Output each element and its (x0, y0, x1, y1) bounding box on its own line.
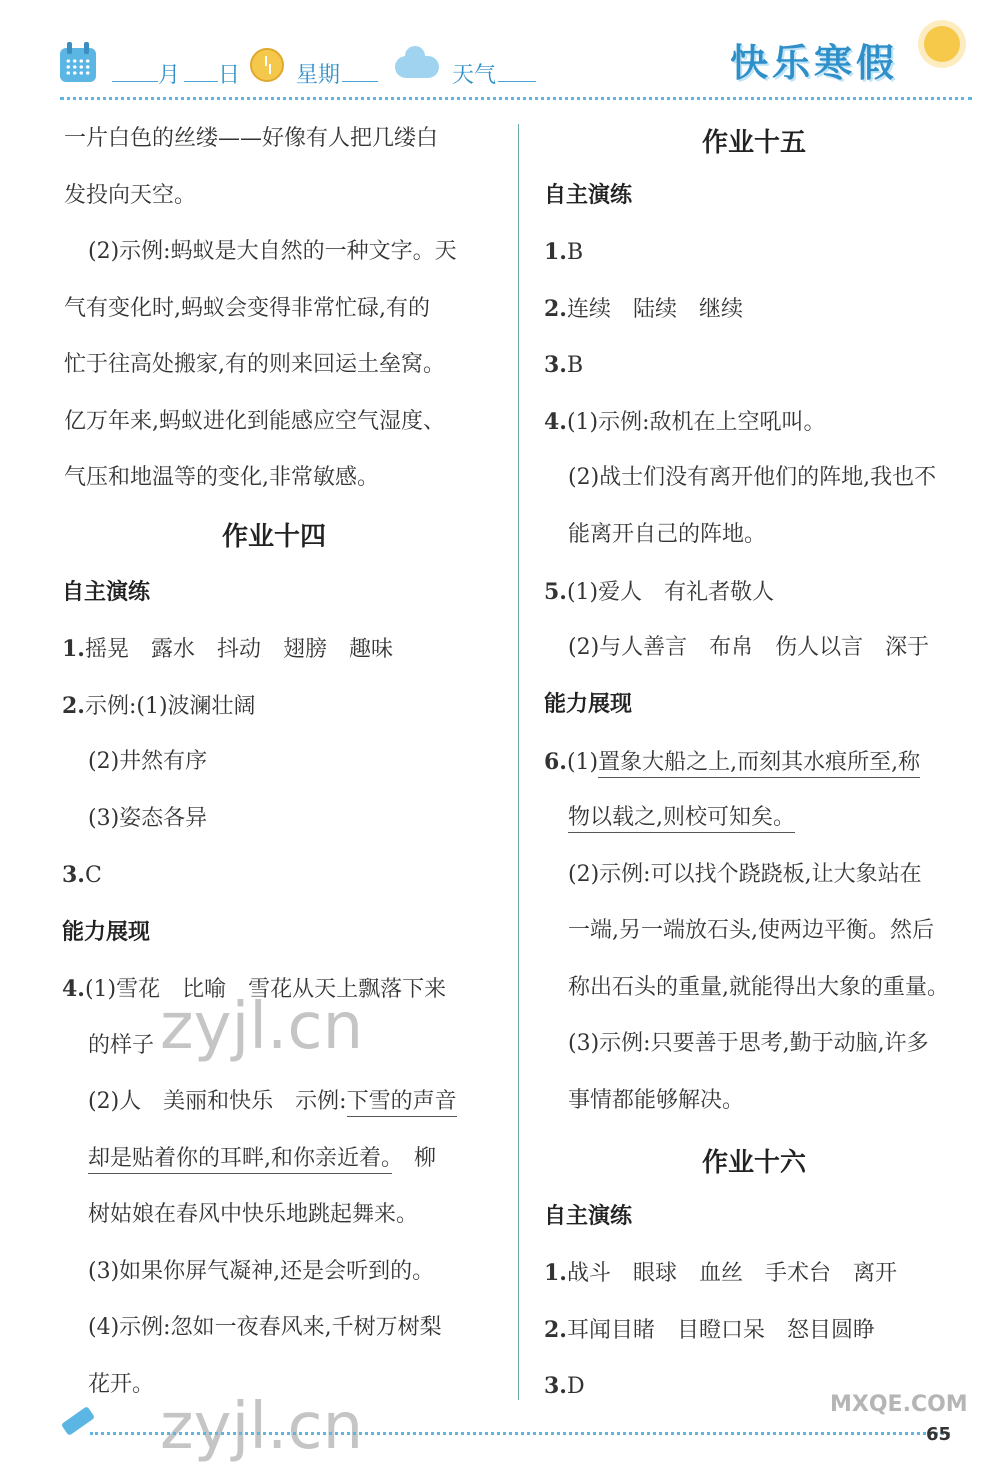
month-blank (112, 81, 158, 82)
text-line: (2)示例:蚂蚁是大自然的一种文字。天 (88, 239, 457, 264)
answer-subitem: 一端,另一端放石头,使两边平衡。然后 (568, 918, 934, 943)
answer-subitem: (2)示例:可以找个跷跷板,让大象站在 (568, 862, 922, 887)
cloud-icon (395, 56, 439, 78)
text-line: 气压和地温等的变化,非常敏感。 (64, 465, 379, 490)
calendar-icon (60, 48, 96, 82)
corner-watermark: MXQE.COM (830, 1392, 968, 1417)
month-label: 月 (158, 63, 181, 88)
answer-subitem: 花开。 (88, 1372, 155, 1397)
text-line: 气有变化时,蚂蚁会变得非常忙碌,有的 (64, 296, 430, 321)
subsection-heading: 能力展现 (62, 920, 151, 945)
answer-subitem: 能离开自己的阵地。 (568, 522, 767, 547)
column-divider (518, 124, 519, 1400)
section-title-hw16: 作业十六 (701, 1148, 806, 1178)
page-number: 65 (926, 1424, 952, 1445)
answer-item: 3.D (544, 1373, 585, 1399)
subsection-heading: 自主演练 (544, 1204, 633, 1229)
footer-dotted-line (90, 1432, 950, 1435)
answer-subitem: 的样子 (88, 1033, 155, 1058)
text-line: 一片白色的丝缕——好像有人把几缕白 (64, 126, 439, 151)
clock-icon (250, 48, 284, 82)
text-line: 忙于往高处搬家,有的则来回运土垒窝。 (64, 352, 445, 377)
answer-subitem: 树姑娘在春风中快乐地跳起舞来。 (88, 1202, 419, 1227)
brand-title: 快乐寒假 (730, 41, 899, 85)
text-line: 发投向天空。 (64, 183, 197, 208)
answer-item: 6.(1)置象大船之上,而刻其水痕所至,称 (544, 747, 920, 778)
answer-item: 2.示例:(1)波澜壮阔 (62, 693, 256, 719)
answer-item: 3.C (62, 862, 102, 888)
answer-item: 5.(1)爱人 有礼者敬人 (544, 579, 775, 605)
answer-item: 4.(1)示例:敌机在上空吼叫。 (544, 409, 826, 435)
answer-subitem: (3)姿态各异 (88, 806, 208, 831)
page-header (0, 0, 1000, 110)
answer-subitem: 称出石头的重量,就能得出大象的重量。 (568, 975, 949, 1000)
weather-label: 天气 (452, 63, 497, 88)
answer-item: 1.B (544, 239, 584, 265)
answer-item: 2.耳闻目睹 目瞪口呆 怒目圆睁 (544, 1317, 875, 1343)
watermark: zyjl.cn (160, 1390, 364, 1464)
subsection-heading: 自主演练 (544, 183, 633, 208)
section-title-hw14: 作业十四 (221, 522, 326, 552)
answer-subitem: 物以载之,则校可知矣。 (568, 803, 795, 833)
watermark: zyjl.cn (160, 990, 364, 1064)
weekday-label: 星期 (296, 63, 341, 88)
answer-subitem: (3)如果你屏气凝神,还是会听到的。 (88, 1259, 435, 1284)
sun-icon (924, 26, 960, 62)
subsection-heading: 能力展现 (544, 692, 633, 717)
answer-item: 3.B (544, 352, 584, 378)
section-title-hw15: 作业十五 (701, 128, 806, 158)
answer-item: 4.(1)雪花 比喻 雪花从天上飘落下来 (62, 976, 447, 1002)
answer-subitem: (2)井然有序 (88, 749, 208, 774)
subsection-heading: 自主演练 (62, 580, 151, 605)
header-dotted-line (60, 97, 972, 100)
answer-subitem: 却是贴着你的耳畔,和你亲近着。 柳 (88, 1144, 436, 1174)
text-line: 亿万年来,蚂蚁进化到能感应空气湿度、 (64, 409, 445, 434)
weather-blank (498, 81, 536, 82)
day-label: 日 (218, 63, 241, 88)
answer-subitem: (4)示例:忽如一夜春风来,千树万树梨 (88, 1315, 442, 1340)
answer-item: 1.摇晃 露水 抖动 翅膀 趣味 (62, 636, 393, 662)
answer-item: 1.战斗 眼球 血丝 手术台 离开 (544, 1260, 897, 1286)
answer-subitem: (3)示例:只要善于思考,勤于动脑,许多 (568, 1031, 929, 1056)
answer-subitem: (2)与人善言 布帛 伤人以言 深于 (568, 635, 930, 660)
answer-subitem: (2)人 美丽和快乐 示例:下雪的声音 (88, 1087, 457, 1117)
answer-item: 2.连续 陆续 继续 (544, 296, 743, 322)
answer-subitem: (2)战士们没有离开他们的阵地,我也不 (568, 465, 937, 490)
day-blank (184, 81, 218, 82)
answer-subitem: 事情都能够解决。 (568, 1088, 745, 1113)
weekday-blank (342, 81, 378, 82)
